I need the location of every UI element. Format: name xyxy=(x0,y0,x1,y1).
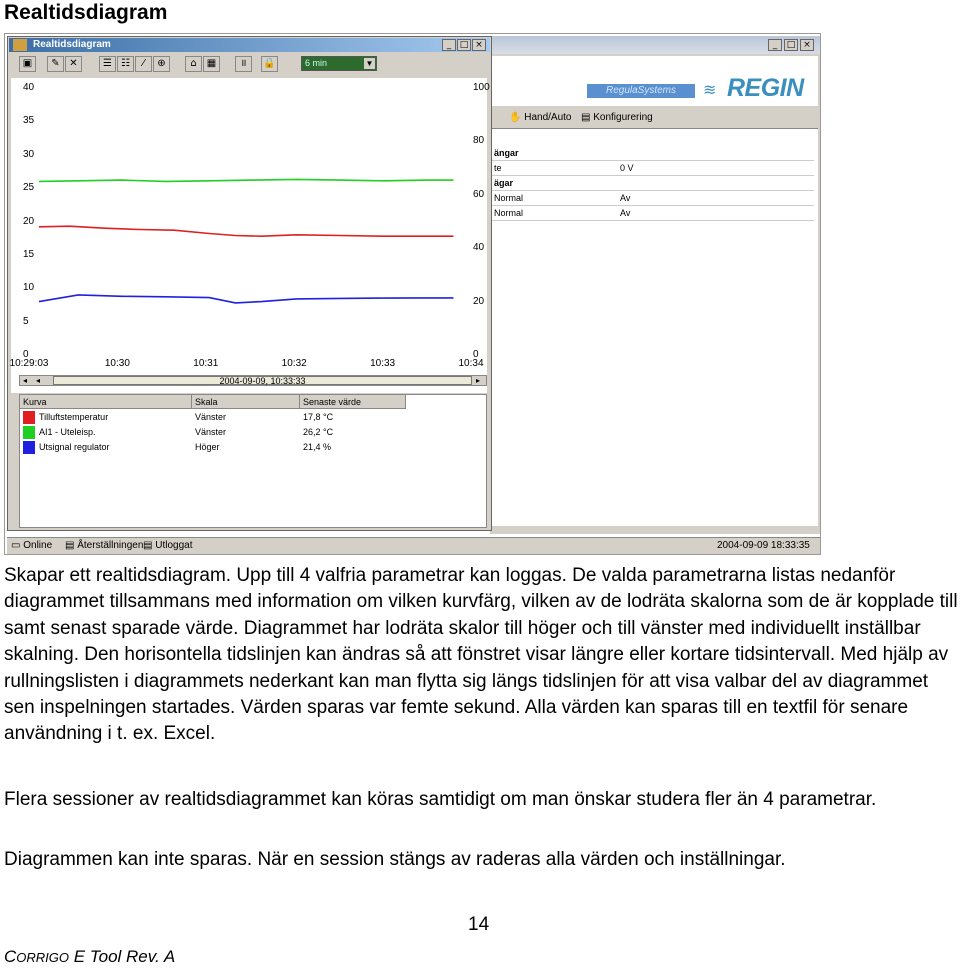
close-icon[interactable]: × xyxy=(800,39,814,51)
legend-name: Tilluftstemperatur xyxy=(39,412,109,422)
scroll-thumb[interactable] xyxy=(53,376,472,385)
tab-konfigurering[interactable] xyxy=(577,110,657,126)
chevron-down-icon[interactable]: ▼ xyxy=(365,59,374,68)
hand-icon: ✋ xyxy=(509,112,522,123)
tab-hand-auto[interactable] xyxy=(505,110,576,126)
legend-value: 21,4 % xyxy=(303,442,332,452)
x-axis-tick-label: 10:30 xyxy=(104,358,130,369)
scroll-right-icon[interactable]: ▸ xyxy=(475,376,480,385)
list-item: Normal Av xyxy=(492,206,814,221)
left-axis-tick-label: 20 xyxy=(23,215,35,227)
right-axis-tick-label: 20 xyxy=(473,295,485,307)
maximize-icon[interactable]: □ xyxy=(457,39,471,51)
paragraph-3: Diagrammen kan inte sparas. När en session stängs av raderas alla värden och inställningar. xyxy=(4,849,786,870)
scroll-left-icon[interactable]: ◂ xyxy=(35,376,40,385)
left-axis-tick-label: 40 xyxy=(23,82,35,93)
grid-icon[interactable]: ▦ xyxy=(203,56,220,72)
list-item: ängar xyxy=(492,146,814,161)
maximize-icon[interactable]: □ xyxy=(784,39,798,51)
x-axis-tick-label: 10:33 xyxy=(370,358,396,369)
right-axis-tick-label: 0 xyxy=(473,349,479,360)
brand-logo-left: RegulaSystems xyxy=(587,84,695,98)
legend-scale: Vänster xyxy=(195,412,227,422)
legend-swatch-blue xyxy=(23,441,35,454)
chart-svg xyxy=(5,34,495,374)
left-axis-tick-label: 10 xyxy=(23,282,35,294)
series-line-2 xyxy=(39,295,454,303)
pen-icon[interactable]: ⁄ xyxy=(135,56,152,72)
right-axis-tick-label: 80 xyxy=(473,135,485,147)
legend-header-value[interactable]: Senaste värde xyxy=(300,395,406,409)
home-icon[interactable]: ⌂ xyxy=(185,56,202,72)
close-icon[interactable]: × xyxy=(472,39,486,51)
series-line-1 xyxy=(39,226,454,236)
regin-wave-icon: ≋ xyxy=(703,82,717,99)
legend-header-skala[interactable]: Skala xyxy=(192,395,300,409)
pause-icon[interactable]: ॥ xyxy=(235,56,252,72)
legend-swatch-red xyxy=(23,411,35,424)
computer-icon: ▭ xyxy=(11,540,21,551)
tab-label: Konfigurering xyxy=(593,112,653,123)
page-number: 14 xyxy=(468,914,490,935)
left-axis-tick-label: 35 xyxy=(23,115,35,127)
legend-scale: Vänster xyxy=(195,427,227,437)
x-axis-tick-label: 10:32 xyxy=(281,358,307,369)
series-line-0 xyxy=(39,179,454,181)
footer: CORRIGO E Tool Rev. A xyxy=(4,947,176,966)
save-icon[interactable]: ▣ xyxy=(19,56,36,72)
right-axis-tick-label: 60 xyxy=(473,188,485,200)
legend-name: AI1 - Uteleisp. xyxy=(39,427,96,437)
scroll-start-icon[interactable]: ◂ xyxy=(22,376,27,385)
close-icon[interactable]: ✕ xyxy=(65,56,82,72)
tab-label: Hand/Auto xyxy=(524,112,572,123)
right-axis-tick-label: 40 xyxy=(473,242,485,254)
list2-icon[interactable]: ☷ xyxy=(117,56,134,72)
left-axis-tick-label: 15 xyxy=(23,248,35,260)
list-icon[interactable]: ☰ xyxy=(99,56,116,72)
lock-icon[interactable]: 🔒 xyxy=(261,56,278,72)
paragraph-1: Skapar ett realtidsdiagram. Upp till 4 valfria parametrar kan loggas. De valda parametrarna listas nedanför diagrammet tillsammans med information om vilken kurvfärg, vilken av de lodräta skalorna som de är kopplade till samt senast sparade värde. Diagrammet har lodräta skalor till höger och till vänster med individuellt inställbar skalning. Den horisontella tidslinjen kan ändras så att fönstret visar längre eller kortare tidsintervall. Med hjälp av rullningslisten i diagrammets nederkant kan man flytta sig längs tidslinjen för att visa valbar del av diagrammet sen inspelningen startades. Värden sparas var femte sekund. Alla värden kan sparas till en textfil för senare användning i t. ex. Excel. xyxy=(4,565,958,745)
book-icon: ▤ xyxy=(143,540,153,551)
list-item: te 0 V xyxy=(492,161,814,176)
left-axis-tick-label: 5 xyxy=(23,315,29,327)
legend-header-kurva[interactable]: Kurva xyxy=(20,395,192,409)
paragraph-2: Flera sessioner av realtidsdiagrammet kan köras samtidigt om man önskar studera fler än 4 parametrar. xyxy=(4,789,877,810)
legend-value: 17,8 °C xyxy=(303,412,334,422)
status-logout: ▤ Utloggat xyxy=(143,540,193,551)
config-icon: ▤ xyxy=(581,112,591,123)
page-heading: Realtidsdiagram xyxy=(4,1,168,24)
scroll-time-label: 2004-09-09, 10:33:33 xyxy=(219,376,306,386)
list-item: ägar xyxy=(492,176,814,191)
legend-swatch-green xyxy=(23,426,35,439)
screenshot-figure xyxy=(4,33,821,555)
right-axis-tick-label: 100 xyxy=(473,82,490,93)
status-datetime: 2004-09-09 18:33:35 xyxy=(717,540,810,551)
brand-logo: REGIN xyxy=(727,74,804,102)
list-item: Normal Av xyxy=(492,191,814,206)
legend-value: 26,2 °C xyxy=(303,427,334,437)
legend-name: Utsignal regulator xyxy=(39,442,110,452)
left-axis-tick-label: 30 xyxy=(23,148,35,160)
left-axis-tick-label: 0 xyxy=(23,349,29,360)
interval-select-value: 6 min xyxy=(305,58,328,68)
minimize-icon[interactable]: _ xyxy=(442,39,456,51)
chart-window-title: Realtidsdiagram xyxy=(33,39,111,50)
x-axis-tick-label: 10:31 xyxy=(193,358,219,369)
status-reconnect: ▤ Återställningen xyxy=(65,540,144,551)
x-axis-tick-label: 10:29:03 xyxy=(9,358,49,369)
print-icon[interactable]: ✎ xyxy=(47,56,64,72)
minimize-icon[interactable]: _ xyxy=(768,39,782,51)
x-axis-tick-label: 10:34 xyxy=(458,358,484,369)
status-online: ▭ Online xyxy=(11,540,53,551)
book-icon: ▤ xyxy=(65,540,75,551)
legend-scale: Höger xyxy=(195,442,220,452)
crosshair-icon[interactable]: ⊕ xyxy=(153,56,170,72)
left-axis-tick-label: 25 xyxy=(23,182,35,194)
